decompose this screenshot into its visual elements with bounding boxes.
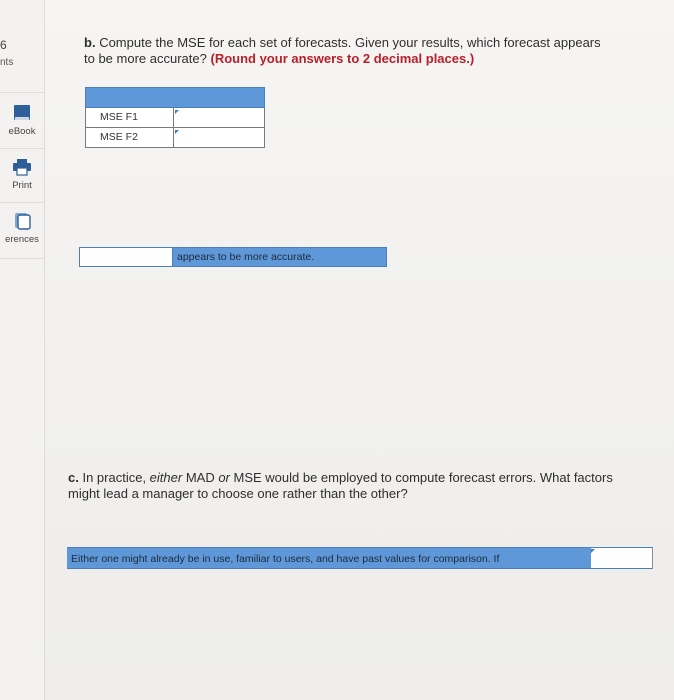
sidebar-divider [0,202,44,203]
part-c-answer-row [67,547,653,571]
part-c-em-or: or [218,470,230,485]
mse-f2-input[interactable] [174,128,264,147]
part-b-question [84,35,604,67]
mse-table-header [85,87,265,108]
mse-table [85,87,265,148]
input-marker-icon [175,110,179,114]
accurate-forecast-row [79,247,387,267]
sidebar-item-ebook[interactable] [0,104,44,137]
question-number: 6 [0,38,7,52]
mse-f1-label: MSE F1 [86,108,174,127]
part-c-text-mid: MAD [182,470,219,485]
accurate-forecast-select[interactable] [80,248,173,266]
part-c-letter: c. [68,470,79,485]
part-c-question [68,470,628,502]
sidebar-item-label: erences [5,234,39,245]
part-c-text-post: MSE would be employed to compute forecast errors. What factors might lead a manager to choose one rather than the other? [68,470,613,501]
table-row [85,128,265,148]
sidebar-divider [0,148,44,149]
sidebar-item-label: Print [12,180,32,191]
answer-prefix-text: Either one might already be in use, familiar to users, and have past values for comparison. If [67,547,591,569]
sidebar-item-label: eBook [8,126,36,137]
sidebar-item-print[interactable] [0,158,44,191]
answer-input[interactable] [591,547,653,569]
left-sidebar [0,0,45,700]
book-icon [11,104,33,122]
table-row [85,108,265,128]
input-marker-icon [175,130,179,134]
rounding-instruction: (Round your answers to 2 decimal places.) [210,51,475,66]
mse-f1-input[interactable] [174,108,264,127]
sidebar-divider [0,92,44,93]
sidebar-item-references[interactable] [0,212,44,245]
part-b-text: Compute the MSE for each set of forecasts. Given your results, which forecast appears to be more accurate? [84,35,601,66]
accurate-suffix-text: appears to be more accurate. [173,248,386,266]
input-marker-icon [591,549,595,553]
points-label: nts [0,57,14,68]
mse-f2-label: MSE F2 [86,128,174,147]
part-b-letter: b. [84,35,96,50]
part-c-em-either: either [149,470,183,485]
references-icon [11,212,33,230]
printer-icon [11,158,33,176]
sidebar-divider [0,258,44,259]
part-c-text-pre: In practice, [82,470,150,485]
